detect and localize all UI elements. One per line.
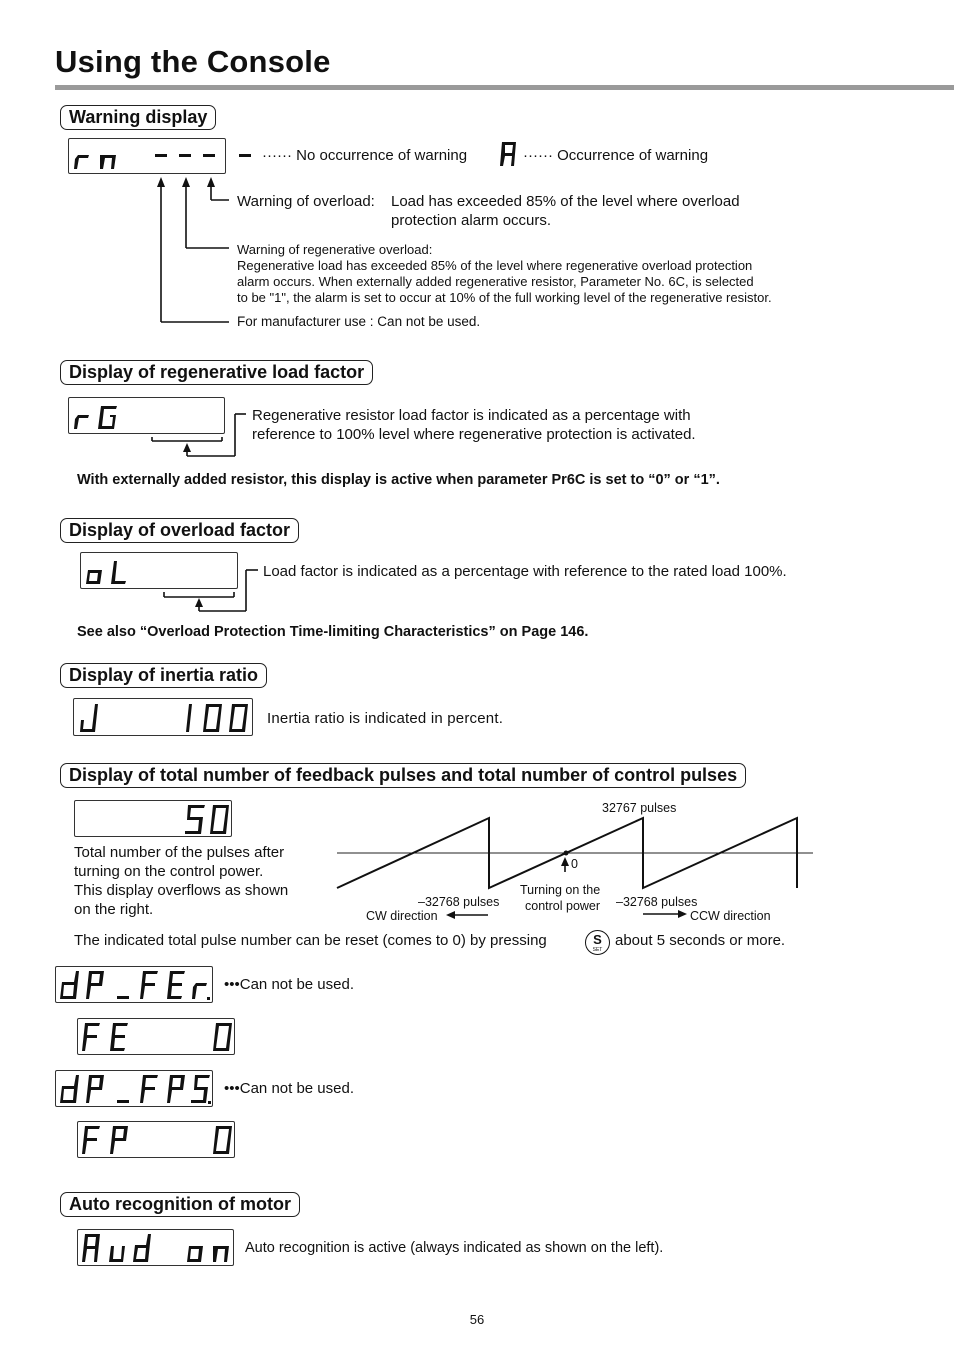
overload-desc: Load factor is indicated as a percentage with reference to the rated load 100%.: [263, 563, 787, 580]
overload-warning-label: Warning of overload:: [237, 193, 375, 210]
section-heading-pulses: Display of total number of feedback pulses and total number of control pulses: [60, 763, 746, 788]
led-digits-dp-fps: [56, 1071, 214, 1108]
graph-max-label: 32767 pulses: [602, 801, 677, 815]
inertia-desc: Inertia ratio is indicated in percent.: [267, 710, 504, 727]
regen-warning-line-4: to be "1", the alarm is set to occur at 10% of the full working level of the regenerative resistor.: [237, 290, 772, 305]
pulses-desc-4: on the right.: [74, 901, 154, 918]
manufacturer-use-note: For manufacturer use : Can not be used.: [237, 314, 481, 329]
reset-text-after: about 5 seconds or more.: [615, 932, 786, 949]
set-button-s: S: [593, 932, 602, 947]
motor-desc: Auto recognition is active (always indicated as shown on the left).: [245, 1240, 664, 1256]
led-digits-fe: [78, 1019, 236, 1056]
pulses-desc-1: Total number of the pulses after: [74, 844, 285, 861]
regen-desc-1: Regenerative resistor load factor is indicated as a percentage with: [252, 407, 691, 424]
fp-led-display: [77, 1121, 235, 1158]
graph-min-right-label: –32768 pulses: [616, 895, 698, 909]
reset-text-before: The indicated total pulse number can be reset (comes to 0) by pressing: [74, 932, 547, 949]
dp-fps-led-display: [55, 1070, 213, 1107]
fe-led-display: [77, 1018, 235, 1055]
section-heading-warning: Warning display: [60, 105, 216, 130]
led-digits-motor: [78, 1230, 235, 1267]
overload-warning-text-1: Load has exceeded 85% of the level where overload: [391, 193, 740, 210]
section-heading-inertia: Display of inertia ratio: [60, 663, 267, 688]
legend-no-warning: ······ No occurrence of warning: [262, 147, 468, 164]
origin-dot: [564, 851, 569, 856]
page-title: Using the Console: [55, 44, 331, 79]
section-heading-overload-factor: Display of overload factor: [60, 518, 299, 543]
graph-turn-on-1: Turning on the: [520, 883, 601, 897]
graph-min-left-label: –32768 pulses: [418, 895, 500, 909]
graph-cw-label: CW direction: [366, 909, 438, 923]
regen-warning-line-2: Regenerative load has exceeded 85% of the level where regenerative overload protection: [237, 258, 753, 273]
set-button-icon: [585, 930, 610, 955]
motor-led-display: [77, 1229, 234, 1266]
section-heading-regen-factor: Display of regenerative load factor: [60, 360, 373, 385]
regen-warning-line-1: Warning of regenerative overload:: [237, 242, 433, 257]
cannot-use-note-2: •••Can not be used.: [224, 1080, 355, 1097]
page-number: 56: [469, 1312, 485, 1327]
legend-warning: ······ Occurrence of warning: [523, 147, 709, 164]
led-digits-fp: [78, 1122, 236, 1159]
regen-desc-2: reference to 100% level where regenerative protection is activated.: [252, 426, 696, 443]
graph-ccw-label: CCW direction: [690, 909, 771, 923]
regen-note: With externally added resistor, this display is active when parameter Pr6C is set to “0” or “1”.: [77, 472, 720, 488]
led-digits-dp-fer: [56, 967, 214, 1004]
overload-note: See also “Overload Protection Time-limiting Characteristics” on Page 146.: [77, 624, 589, 640]
overload-warning-text-2: protection alarm occurs.: [391, 212, 552, 229]
cannot-use-note-1: •••Can not be used.: [224, 976, 355, 993]
pulses-desc-3: This display overflows as shown: [74, 882, 289, 899]
section-heading-motor: Auto recognition of motor: [60, 1192, 300, 1217]
graph-zero-label: 0: [571, 857, 578, 871]
set-button-set: SET: [592, 947, 603, 953]
graph-turn-on-2: control power: [525, 899, 601, 913]
pulses-desc-2: turning on the control power.: [74, 863, 264, 880]
dp-fer-led-display: [55, 966, 213, 1003]
regen-warning-line-3: alarm occurs. When externally added regenerative resistor, Parameter No. 6C, is selected: [237, 274, 754, 289]
